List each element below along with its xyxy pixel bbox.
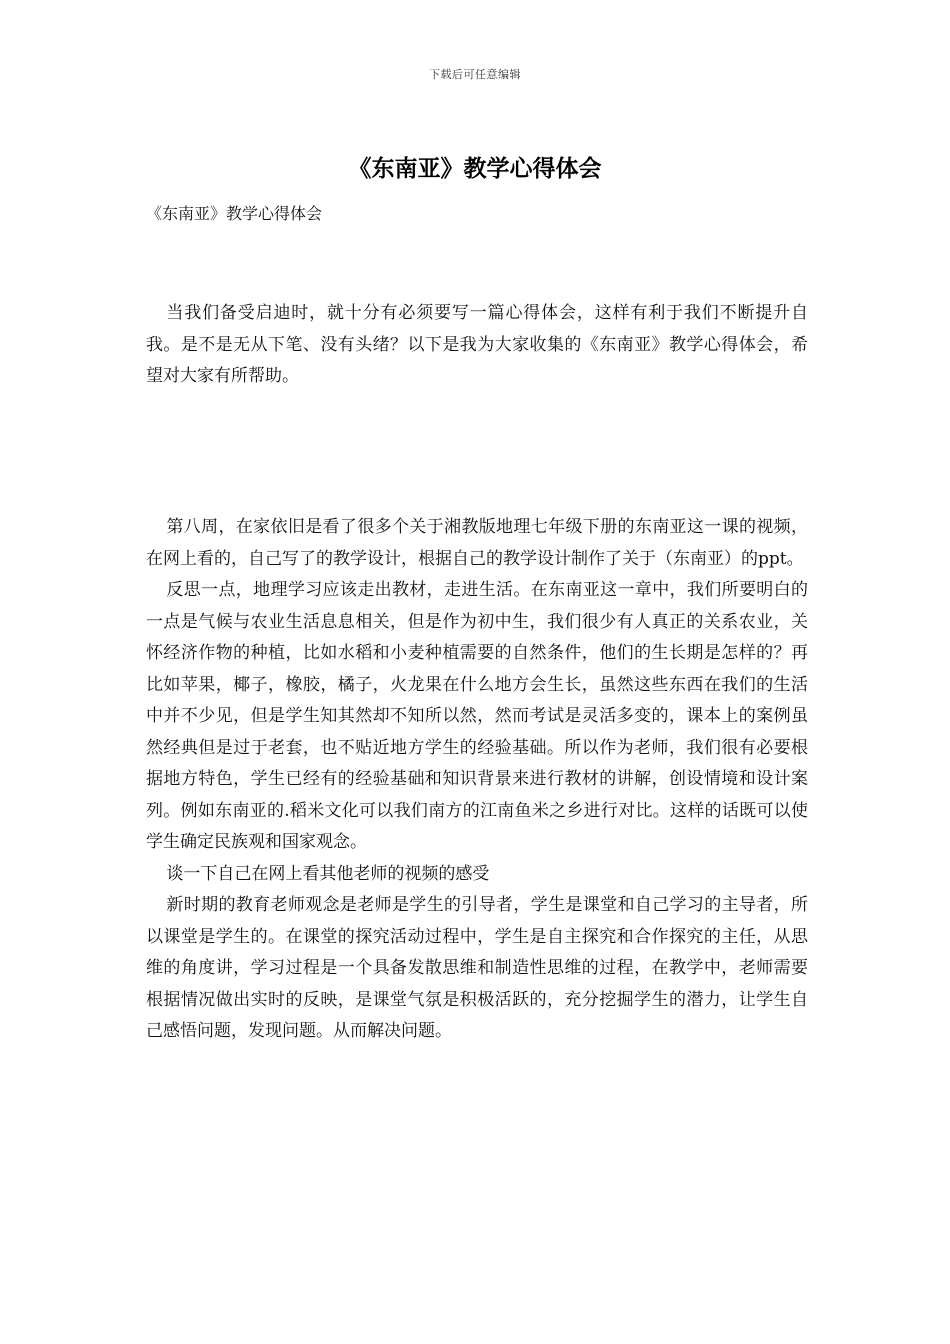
header-note: 下载后可任意编辑 [429, 68, 521, 81]
intro-section [146, 298, 808, 393]
document-title: 《东南亚》教学心得体会 [348, 155, 602, 182]
intro-paragraph: 当我们备受启迪时，就十分有必须要写一篇心得体会，这样有利于我们不断提升自我。是不是无从下笔、没有头绪？以下是我为大家收集的《东南亚》教学心得体会，希望对大家有所帮助。 [146, 303, 808, 386]
paragraph-new-era-teaching: 新时期的教育老师观念是老师是学生的引导者，学生是课堂和自己学习的主导者，所以课堂是学生的。在课堂的探究活动过程中，学生是自主探究和合作探究的主任，从思维的角度讲，学习过程是一个具备发散思维和制造性思维的过程，在教学中，老师需要根据情况做出实时的反映，是课堂气氛是积极活跃的，充分挖掘学生的潜力，让学生自己感悟问题，发现问题。从而解决问题。 [146, 895, 808, 1041]
main-section [146, 512, 808, 1048]
paragraph-video-heading: 谈一下自己在网上看其他老师的视频的感受 [166, 863, 490, 884]
paragraph-reflection: 反思一点，地理学习应该走出教材，走进生活。在东南亚这一章中，我们所要明白的一点是气候与农业生活息息相关，但是作为初中生，我们很少有人真正的关系农业，关怀经济作物的种植，比如水稻和小麦种植需要的自然条件，他们的生长期是怎样的？再比如苹果，椰子，橡胶，橘子，火龙果在什么地方会生长，虽然这些东西在我们的生活中并不少见，但是学生知其然却不知所以然，然而考试是灵活多变的，课本上的案例虽然经典但是过于老套，也不贴近地方学生的经验基础。所以作为老师，我们很有必要根据地方特色，学生已经有的经验基础和知识背景来进行教材的讲解，创设情境和设计案列。例如东南亚的.稻米文化可以我们南方的江南鱼米之乡进行对比。这样的话既可以使学生确定民族观和国家观念。 [146, 580, 808, 852]
paragraph-week-eight: 第八周，在家依旧是看了很多个关于湘教版地理七年级下册的东南亚这一课的视频，在网上看的，自己写了的教学设计，根据自己的教学设计制作了关于（东南亚）的ppt。 [146, 517, 808, 569]
document-subtitle: 《东南亚》教学心得体会 [146, 204, 323, 223]
